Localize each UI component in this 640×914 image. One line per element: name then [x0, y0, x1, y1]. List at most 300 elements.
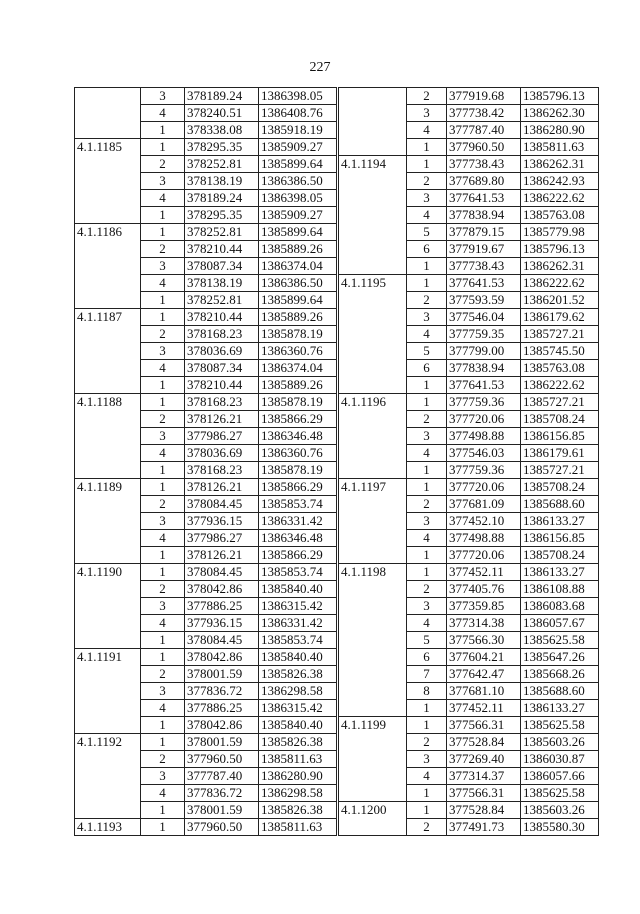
x-coordinate-cell: 377452.11: [447, 564, 521, 581]
x-coordinate-cell: 378001.59: [185, 666, 259, 683]
point-number-cell: 1: [407, 156, 447, 173]
point-number-cell: 1: [141, 479, 185, 496]
parcel-id-cell: 4.1.1200: [339, 802, 407, 836]
point-number-cell: 2: [407, 581, 447, 598]
y-coordinate-cell: 1386346.48: [259, 428, 337, 445]
point-number-cell: 5: [407, 632, 447, 649]
y-coordinate-cell: 1386133.27: [521, 564, 599, 581]
point-number-cell: 1: [407, 564, 447, 581]
x-coordinate-cell: 378189.24: [185, 190, 259, 207]
y-coordinate-cell: 1386374.04: [259, 360, 337, 377]
parcel-id-cell: [75, 88, 141, 139]
x-coordinate-cell: 377604.21: [447, 649, 521, 666]
x-coordinate-cell: 377528.84: [447, 734, 521, 751]
point-number-cell: 4: [407, 207, 447, 224]
y-coordinate-cell: 1386386.50: [259, 173, 337, 190]
parcel-id-cell: 4.1.1196: [339, 394, 407, 479]
y-coordinate-cell: 1386280.90: [259, 768, 337, 785]
point-number-cell: 4: [141, 275, 185, 292]
x-coordinate-cell: 378042.86: [185, 581, 259, 598]
y-coordinate-cell: 1385853.74: [259, 632, 337, 649]
y-coordinate-cell: 1385647.26: [521, 649, 599, 666]
y-coordinate-cell: 1385826.38: [259, 802, 337, 819]
x-coordinate-cell: 377986.27: [185, 428, 259, 445]
y-coordinate-cell: 1386201.52: [521, 292, 599, 309]
x-coordinate-cell: 377738.42: [447, 105, 521, 122]
y-coordinate-cell: 1385878.19: [259, 462, 337, 479]
point-number-cell: 1: [407, 462, 447, 479]
table-row: [75, 649, 337, 666]
point-number-cell: 2: [141, 411, 185, 428]
point-number-cell: 4: [141, 190, 185, 207]
parcel-id-cell: 4.1.1192: [75, 734, 141, 819]
y-coordinate-cell: 1385899.64: [259, 292, 337, 309]
x-coordinate-cell: 377759.36: [447, 394, 521, 411]
x-coordinate-cell: 377566.30: [447, 632, 521, 649]
x-coordinate-cell: 377452.10: [447, 513, 521, 530]
y-coordinate-cell: 1385779.98: [521, 224, 599, 241]
point-number-cell: 1: [407, 717, 447, 734]
y-coordinate-cell: 1385625.58: [521, 717, 599, 734]
y-coordinate-cell: 1386133.27: [521, 700, 599, 717]
y-coordinate-cell: 1386242.93: [521, 173, 599, 190]
parcel-id-cell: 4.1.1188: [75, 394, 141, 479]
point-number-cell: 5: [407, 224, 447, 241]
y-coordinate-cell: 1385878.19: [259, 394, 337, 411]
x-coordinate-cell: 377452.11: [447, 700, 521, 717]
point-number-cell: 4: [141, 615, 185, 632]
x-coordinate-cell: 377960.50: [447, 139, 521, 156]
x-coordinate-cell: 377738.43: [447, 156, 521, 173]
y-coordinate-cell: 1385840.40: [259, 717, 337, 734]
parcel-id-cell: 4.1.1187: [75, 309, 141, 394]
x-coordinate-cell: 377593.59: [447, 292, 521, 309]
y-coordinate-cell: 1385688.60: [521, 683, 599, 700]
y-coordinate-cell: 1386222.62: [521, 190, 599, 207]
x-coordinate-cell: 377838.94: [447, 360, 521, 377]
point-number-cell: 3: [407, 428, 447, 445]
x-coordinate-cell: 377936.15: [185, 513, 259, 530]
y-coordinate-cell: 1385840.40: [259, 581, 337, 598]
point-number-cell: 2: [407, 734, 447, 751]
parcel-id-cell: 4.1.1197: [339, 479, 407, 564]
point-number-cell: 6: [407, 360, 447, 377]
point-number-cell: 1: [141, 377, 185, 394]
x-coordinate-cell: 378001.59: [185, 734, 259, 751]
y-coordinate-cell: 1385826.38: [259, 666, 337, 683]
y-coordinate-cell: 1385708.24: [521, 547, 599, 564]
x-coordinate-cell: 377566.31: [447, 785, 521, 802]
point-number-cell: 4: [407, 768, 447, 785]
point-number-cell: 2: [141, 326, 185, 343]
y-coordinate-cell: 1386156.85: [521, 428, 599, 445]
table-row: [75, 394, 337, 411]
table-row: [339, 275, 599, 292]
point-number-cell: 5: [407, 343, 447, 360]
x-coordinate-cell: 377936.15: [185, 615, 259, 632]
x-coordinate-cell: 377986.27: [185, 530, 259, 547]
point-number-cell: 2: [407, 292, 447, 309]
parcel-id-cell: 4.1.1190: [75, 564, 141, 649]
y-coordinate-cell: 1386374.04: [259, 258, 337, 275]
y-coordinate-cell: 1385918.19: [259, 122, 337, 139]
table-row: [75, 479, 337, 496]
x-coordinate-cell: 377314.37: [447, 768, 521, 785]
parcel-id-cell: 4.1.1191: [75, 649, 141, 734]
y-coordinate-cell: 1385840.40: [259, 649, 337, 666]
point-number-cell: 2: [141, 156, 185, 173]
point-number-cell: 4: [407, 615, 447, 632]
point-number-cell: 4: [141, 785, 185, 802]
x-coordinate-cell: 378168.23: [185, 394, 259, 411]
x-coordinate-cell: 377546.03: [447, 445, 521, 462]
point-number-cell: 4: [141, 360, 185, 377]
x-coordinate-cell: 377799.00: [447, 343, 521, 360]
coordinates-table-right: [338, 87, 599, 836]
x-coordinate-cell: 377879.15: [447, 224, 521, 241]
point-number-cell: 2: [141, 666, 185, 683]
point-number-cell: 2: [407, 819, 447, 836]
y-coordinate-cell: 1386386.50: [259, 275, 337, 292]
point-number-cell: 1: [141, 564, 185, 581]
point-number-cell: 1: [141, 394, 185, 411]
point-number-cell: 1: [407, 139, 447, 156]
x-coordinate-cell: 377681.09: [447, 496, 521, 513]
x-coordinate-cell: 377919.68: [447, 88, 521, 105]
y-coordinate-cell: 1385580.30: [521, 819, 599, 836]
point-number-cell: 6: [407, 241, 447, 258]
x-coordinate-cell: 377641.53: [447, 275, 521, 292]
point-number-cell: 3: [141, 258, 185, 275]
x-coordinate-cell: 377720.06: [447, 411, 521, 428]
y-coordinate-cell: 1386408.76: [259, 105, 337, 122]
y-coordinate-cell: 1386179.61: [521, 445, 599, 462]
x-coordinate-cell: 378001.59: [185, 802, 259, 819]
table-row: [339, 802, 599, 819]
parcel-id-cell: 4.1.1189: [75, 479, 141, 564]
table-row: [75, 88, 337, 105]
y-coordinate-cell: 1386398.05: [259, 190, 337, 207]
table-row: [339, 564, 599, 581]
x-coordinate-cell: 378084.45: [185, 632, 259, 649]
y-coordinate-cell: 1386280.90: [521, 122, 599, 139]
x-coordinate-cell: 377720.06: [447, 479, 521, 496]
point-number-cell: 2: [407, 411, 447, 428]
x-coordinate-cell: 378338.08: [185, 122, 259, 139]
x-coordinate-cell: 378138.19: [185, 173, 259, 190]
x-coordinate-cell: 377314.38: [447, 615, 521, 632]
table-row: [75, 139, 337, 156]
y-coordinate-cell: 1386331.42: [259, 513, 337, 530]
x-coordinate-cell: 378189.24: [185, 88, 259, 105]
y-coordinate-cell: 1385796.13: [521, 241, 599, 258]
y-coordinate-cell: 1386262.31: [521, 258, 599, 275]
y-coordinate-cell: 1385763.08: [521, 360, 599, 377]
y-coordinate-cell: 1386030.87: [521, 751, 599, 768]
x-coordinate-cell: 377491.73: [447, 819, 521, 836]
y-coordinate-cell: 1385625.58: [521, 785, 599, 802]
x-coordinate-cell: 377886.25: [185, 700, 259, 717]
point-number-cell: 1: [141, 632, 185, 649]
y-coordinate-cell: 1386057.67: [521, 615, 599, 632]
x-coordinate-cell: 377546.04: [447, 309, 521, 326]
x-coordinate-cell: 377836.72: [185, 785, 259, 802]
y-coordinate-cell: 1386315.42: [259, 598, 337, 615]
x-coordinate-cell: 377498.88: [447, 530, 521, 547]
y-coordinate-cell: 1385708.24: [521, 411, 599, 428]
y-coordinate-cell: 1385889.26: [259, 241, 337, 258]
point-number-cell: 1: [407, 785, 447, 802]
x-coordinate-cell: 377787.40: [185, 768, 259, 785]
x-coordinate-cell: 378126.21: [185, 547, 259, 564]
x-coordinate-cell: 378084.45: [185, 564, 259, 581]
parcel-id-cell: [339, 88, 407, 156]
point-number-cell: 4: [407, 122, 447, 139]
point-number-cell: 3: [141, 173, 185, 190]
point-number-cell: 2: [141, 751, 185, 768]
point-number-cell: 1: [141, 207, 185, 224]
table-row: [75, 309, 337, 326]
y-coordinate-cell: 1386360.76: [259, 445, 337, 462]
point-number-cell: 2: [141, 581, 185, 598]
point-number-cell: 3: [407, 513, 447, 530]
x-coordinate-cell: 377738.43: [447, 258, 521, 275]
point-number-cell: 4: [141, 700, 185, 717]
x-coordinate-cell: 377642.47: [447, 666, 521, 683]
y-coordinate-cell: 1386315.42: [259, 700, 337, 717]
point-number-cell: 3: [141, 343, 185, 360]
point-number-cell: 4: [141, 530, 185, 547]
y-coordinate-cell: 1385727.21: [521, 394, 599, 411]
x-coordinate-cell: 378252.81: [185, 224, 259, 241]
point-number-cell: 1: [141, 547, 185, 564]
table-row: [75, 734, 337, 751]
parcel-id-cell: 4.1.1198: [339, 564, 407, 717]
x-coordinate-cell: 377759.36: [447, 462, 521, 479]
y-coordinate-cell: 1385796.13: [521, 88, 599, 105]
y-coordinate-cell: 1386346.48: [259, 530, 337, 547]
point-number-cell: 1: [407, 377, 447, 394]
point-number-cell: 1: [141, 224, 185, 241]
table-row: [75, 819, 337, 836]
point-number-cell: 1: [141, 734, 185, 751]
point-number-cell: 3: [407, 105, 447, 122]
y-coordinate-cell: 1385745.50: [521, 343, 599, 360]
point-number-cell: 3: [407, 190, 447, 207]
point-number-cell: 1: [407, 700, 447, 717]
y-coordinate-cell: 1385909.27: [259, 207, 337, 224]
point-number-cell: 4: [141, 445, 185, 462]
point-number-cell: 3: [141, 88, 185, 105]
x-coordinate-cell: 378210.44: [185, 377, 259, 394]
parcel-id-cell: 4.1.1194: [339, 156, 407, 275]
x-coordinate-cell: 378126.21: [185, 479, 259, 496]
table-row: [339, 156, 599, 173]
x-coordinate-cell: 377960.50: [185, 751, 259, 768]
x-coordinate-cell: 377886.25: [185, 598, 259, 615]
y-coordinate-cell: 1385866.29: [259, 411, 337, 428]
point-number-cell: 1: [141, 802, 185, 819]
x-coordinate-cell: 377960.50: [185, 819, 259, 836]
y-coordinate-cell: 1386108.88: [521, 581, 599, 598]
y-coordinate-cell: 1385811.63: [259, 819, 337, 836]
x-coordinate-cell: 378168.23: [185, 326, 259, 343]
x-coordinate-cell: 378252.81: [185, 292, 259, 309]
y-coordinate-cell: 1385909.27: [259, 139, 337, 156]
y-coordinate-cell: 1385727.21: [521, 462, 599, 479]
y-coordinate-cell: 1386360.76: [259, 343, 337, 360]
y-coordinate-cell: 1386398.05: [259, 88, 337, 105]
y-coordinate-cell: 1385811.63: [521, 139, 599, 156]
point-number-cell: 1: [141, 122, 185, 139]
x-coordinate-cell: 377838.94: [447, 207, 521, 224]
point-number-cell: 3: [141, 598, 185, 615]
x-coordinate-cell: 378087.34: [185, 258, 259, 275]
y-coordinate-cell: 1385668.26: [521, 666, 599, 683]
point-number-cell: 6: [407, 649, 447, 666]
coordinates-table-left: [74, 87, 337, 836]
parcel-id-cell: 4.1.1195: [339, 275, 407, 394]
y-coordinate-cell: 1385866.29: [259, 479, 337, 496]
x-coordinate-cell: 378126.21: [185, 411, 259, 428]
point-number-cell: 1: [407, 802, 447, 819]
x-coordinate-cell: 378252.81: [185, 156, 259, 173]
x-coordinate-cell: 378084.45: [185, 496, 259, 513]
y-coordinate-cell: 1385763.08: [521, 207, 599, 224]
y-coordinate-cell: 1386331.42: [259, 615, 337, 632]
point-number-cell: 1: [407, 258, 447, 275]
point-number-cell: 7: [407, 666, 447, 683]
y-coordinate-cell: 1385866.29: [259, 547, 337, 564]
parcel-id-cell: 4.1.1193: [75, 819, 141, 836]
x-coordinate-cell: 377359.85: [447, 598, 521, 615]
x-coordinate-cell: 378087.34: [185, 360, 259, 377]
y-coordinate-cell: 1385811.63: [259, 751, 337, 768]
point-number-cell: 2: [407, 173, 447, 190]
x-coordinate-cell: 377641.53: [447, 377, 521, 394]
y-coordinate-cell: 1386083.68: [521, 598, 599, 615]
y-coordinate-cell: 1385708.24: [521, 479, 599, 496]
y-coordinate-cell: 1385625.58: [521, 632, 599, 649]
x-coordinate-cell: 378295.35: [185, 207, 259, 224]
table-row: [339, 717, 599, 734]
x-coordinate-cell: 377681.10: [447, 683, 521, 700]
table-row: [75, 224, 337, 241]
y-coordinate-cell: 1385688.60: [521, 496, 599, 513]
y-coordinate-cell: 1386262.30: [521, 105, 599, 122]
y-coordinate-cell: 1385878.19: [259, 326, 337, 343]
y-coordinate-cell: 1385603.26: [521, 802, 599, 819]
x-coordinate-cell: 377641.53: [447, 190, 521, 207]
point-number-cell: 1: [407, 479, 447, 496]
y-coordinate-cell: 1386222.62: [521, 377, 599, 394]
y-coordinate-cell: 1386133.27: [521, 513, 599, 530]
point-number-cell: 3: [141, 513, 185, 530]
y-coordinate-cell: 1385889.26: [259, 309, 337, 326]
y-coordinate-cell: 1386057.66: [521, 768, 599, 785]
x-coordinate-cell: 377836.72: [185, 683, 259, 700]
point-number-cell: 4: [407, 530, 447, 547]
x-coordinate-cell: 378240.51: [185, 105, 259, 122]
y-coordinate-cell: 1385889.26: [259, 377, 337, 394]
parcel-id-cell: 4.1.1186: [75, 224, 141, 309]
x-coordinate-cell: 377787.40: [447, 122, 521, 139]
x-coordinate-cell: 377566.31: [447, 717, 521, 734]
y-coordinate-cell: 1385826.38: [259, 734, 337, 751]
point-number-cell: 2: [407, 496, 447, 513]
point-number-cell: 4: [407, 445, 447, 462]
point-number-cell: 3: [141, 683, 185, 700]
x-coordinate-cell: 377405.76: [447, 581, 521, 598]
y-coordinate-cell: 1386262.31: [521, 156, 599, 173]
y-coordinate-cell: 1385899.64: [259, 156, 337, 173]
y-coordinate-cell: 1386156.85: [521, 530, 599, 547]
y-coordinate-cell: 1385853.74: [259, 496, 337, 513]
x-coordinate-cell: 377759.35: [447, 326, 521, 343]
x-coordinate-cell: 377720.06: [447, 547, 521, 564]
point-number-cell: 2: [141, 241, 185, 258]
x-coordinate-cell: 378210.44: [185, 309, 259, 326]
x-coordinate-cell: 378138.19: [185, 275, 259, 292]
x-coordinate-cell: 377689.80: [447, 173, 521, 190]
point-number-cell: 1: [407, 394, 447, 411]
y-coordinate-cell: 1385853.74: [259, 564, 337, 581]
point-number-cell: 3: [407, 751, 447, 768]
point-number-cell: 4: [141, 105, 185, 122]
x-coordinate-cell: 377528.84: [447, 802, 521, 819]
point-number-cell: 3: [141, 768, 185, 785]
point-number-cell: 1: [141, 717, 185, 734]
page-number: 227: [309, 60, 331, 75]
table-row: [339, 479, 599, 496]
point-number-cell: 1: [141, 292, 185, 309]
y-coordinate-cell: 1386179.62: [521, 309, 599, 326]
x-coordinate-cell: 378042.86: [185, 717, 259, 734]
point-number-cell: 8: [407, 683, 447, 700]
point-number-cell: 2: [407, 88, 447, 105]
x-coordinate-cell: 377919.67: [447, 241, 521, 258]
y-coordinate-cell: 1386222.62: [521, 275, 599, 292]
point-number-cell: 1: [141, 139, 185, 156]
point-number-cell: 1: [141, 462, 185, 479]
point-number-cell: 1: [407, 275, 447, 292]
point-number-cell: 3: [407, 309, 447, 326]
point-number-cell: 1: [141, 649, 185, 666]
table-row: [339, 88, 599, 105]
point-number-cell: 1: [141, 309, 185, 326]
x-coordinate-cell: 378210.44: [185, 241, 259, 258]
y-coordinate-cell: 1385603.26: [521, 734, 599, 751]
x-coordinate-cell: 378036.69: [185, 445, 259, 462]
table-row: [339, 394, 599, 411]
y-coordinate-cell: 1386298.58: [259, 683, 337, 700]
x-coordinate-cell: 378042.86: [185, 649, 259, 666]
x-coordinate-cell: 377269.40: [447, 751, 521, 768]
y-coordinate-cell: 1385899.64: [259, 224, 337, 241]
table-row: [75, 564, 337, 581]
x-coordinate-cell: 378295.35: [185, 139, 259, 156]
x-coordinate-cell: 378036.69: [185, 343, 259, 360]
y-coordinate-cell: 1386298.58: [259, 785, 337, 802]
point-number-cell: 4: [407, 326, 447, 343]
point-number-cell: 1: [407, 547, 447, 564]
x-coordinate-cell: 377498.88: [447, 428, 521, 445]
y-coordinate-cell: 1385727.21: [521, 326, 599, 343]
parcel-id-cell: 4.1.1185: [75, 139, 141, 224]
point-number-cell: 3: [141, 428, 185, 445]
point-number-cell: 2: [141, 496, 185, 513]
parcel-id-cell: 4.1.1199: [339, 717, 407, 802]
